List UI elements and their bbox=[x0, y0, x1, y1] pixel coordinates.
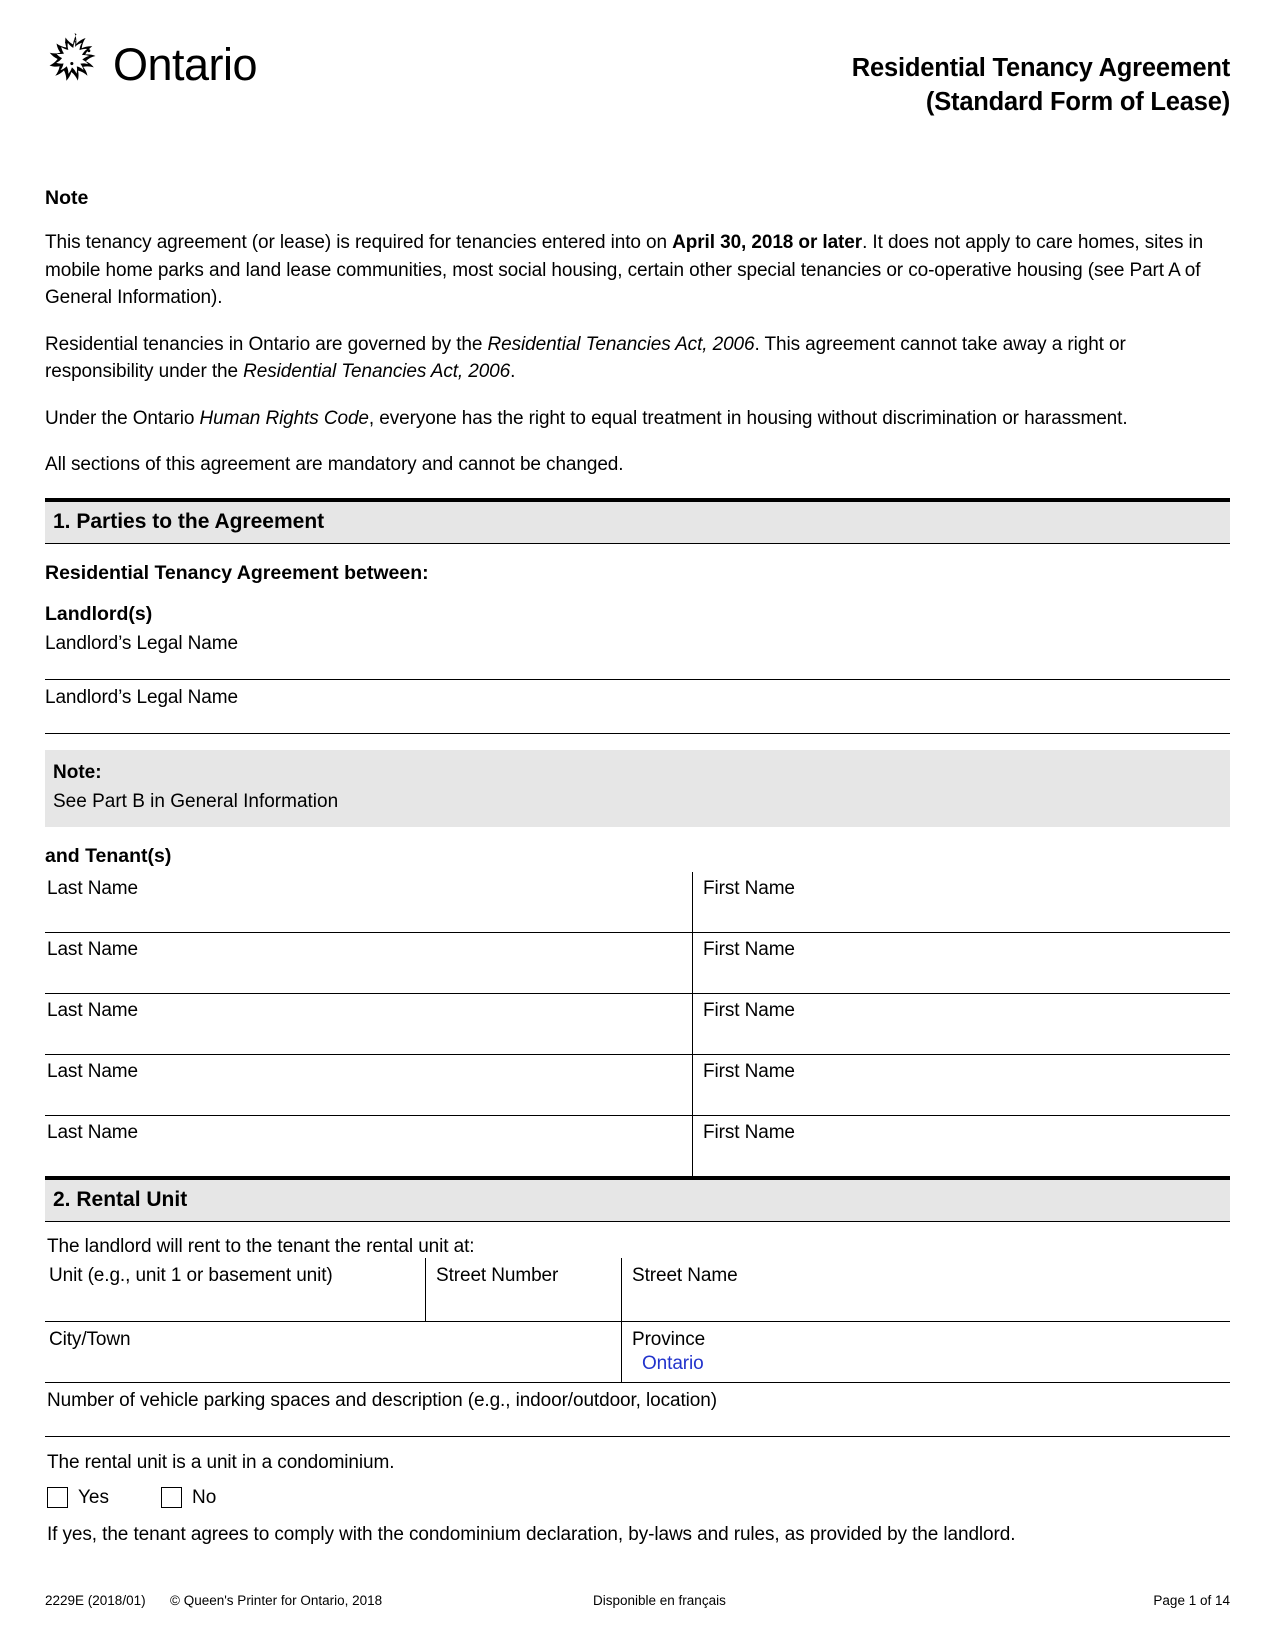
note-paragraph-3 bbox=[45, 405, 1230, 433]
agreement-between-label: Residential Tenancy Agreement between: bbox=[45, 561, 429, 584]
street-number-label: Street Number bbox=[436, 1264, 559, 1286]
condominium-checkbox-row bbox=[45, 1487, 1230, 1509]
tenant-last-name-cell-4[interactable] bbox=[45, 1054, 693, 1115]
page-header bbox=[45, 0, 1230, 115]
city-town-field[interactable] bbox=[45, 1321, 622, 1382]
street-name-field[interactable] bbox=[622, 1258, 1231, 1322]
note-p2-part-c: . bbox=[510, 361, 516, 383]
note-paragraph-4: All sections of this agreement are mandatory and cannot be changed. bbox=[45, 454, 624, 476]
note-p3-part-b: , everyone has the right to equal treatment in housing without discrimination or harassment. bbox=[368, 407, 1128, 429]
section-1-body bbox=[45, 562, 1230, 1176]
table-row[interactable] bbox=[45, 932, 1230, 993]
address-row-street bbox=[45, 1258, 1230, 1322]
province-field[interactable] bbox=[622, 1321, 1231, 1382]
note-p2-part-a: Residential tenancies in Ontario are governed by the bbox=[45, 333, 488, 355]
table-row[interactable] bbox=[45, 1054, 1230, 1115]
ontario-wordmark: Ontario bbox=[113, 38, 258, 90]
footer-form-code: 2229E (2018/01) bbox=[45, 1593, 146, 1608]
landlords-heading: Landlord(s) bbox=[45, 602, 153, 625]
tenant-last-name-cell-1[interactable] bbox=[45, 872, 693, 933]
note-p1-part-a: This tenancy agreement (or lease) is required for tenancies entered into on bbox=[45, 232, 673, 253]
tenant-last-name-cell-5[interactable] bbox=[45, 1115, 693, 1176]
landlord-legal-name-field-1[interactable] bbox=[45, 626, 1230, 680]
condominium-statement: The rental unit is a unit in a condominium. bbox=[47, 1451, 395, 1473]
landlord-legal-name-label-1: Landlord’s Legal Name bbox=[45, 632, 238, 654]
note-p3-human-rights-code: Human Rights Code bbox=[199, 407, 369, 429]
note-p1-part-b: . It does not apply to care homes, sites in mobile home parks and land lease communities, most social housing, certain other special tenancies or co-operative housing (see Part A of General Information). bbox=[45, 232, 1204, 309]
landlord-legal-name-field-2[interactable] bbox=[45, 680, 1230, 734]
footer-french-link[interactable]: Disponible en français bbox=[593, 1593, 726, 1608]
section-2-body bbox=[45, 1236, 1230, 1546]
tenant-last-name-label-4: Last Name bbox=[47, 1060, 138, 1082]
tenant-first-name-label-4: First Name bbox=[703, 1060, 795, 1082]
part-b-note-text: See Part B in General Information bbox=[53, 790, 339, 812]
unit-field[interactable] bbox=[45, 1258, 426, 1322]
parking-spaces-field[interactable] bbox=[45, 1383, 1230, 1437]
unit-label: Unit (e.g., unit 1 or basement unit) bbox=[49, 1264, 333, 1286]
street-name-label: Street Name bbox=[632, 1264, 738, 1286]
note-section bbox=[45, 187, 1230, 479]
note-p2-act-1: Residential Tenancies Act, 2006 bbox=[487, 333, 755, 355]
tenant-first-name-cell-3[interactable] bbox=[693, 993, 1231, 1054]
tenant-last-name-label-2: Last Name bbox=[47, 938, 138, 960]
tenant-first-name-label-1: First Name bbox=[703, 877, 795, 899]
document-title bbox=[852, 52, 1230, 120]
condominium-yes-checkbox[interactable] bbox=[47, 1487, 68, 1508]
ontario-logo bbox=[45, 30, 257, 92]
table-row[interactable] bbox=[45, 993, 1230, 1054]
note-paragraph-1 bbox=[45, 229, 1230, 312]
tenant-last-name-cell-2[interactable] bbox=[45, 932, 693, 993]
trillium-icon bbox=[45, 30, 107, 92]
page-footer bbox=[45, 1593, 1230, 1608]
part-b-note-title: Note: bbox=[53, 761, 102, 783]
condominium-no-checkbox[interactable] bbox=[161, 1487, 182, 1508]
note-p1-bold-date: April 30, 2018 or later bbox=[672, 232, 863, 253]
rental-unit-address-table bbox=[45, 1258, 1230, 1383]
note-heading: Note bbox=[45, 187, 89, 209]
tenant-first-name-cell-4[interactable] bbox=[693, 1054, 1231, 1115]
tenant-first-name-label-5: First Name bbox=[703, 1121, 795, 1143]
section-2-header: 2. Rental Unit bbox=[45, 1176, 1230, 1222]
condominium-no-label: No bbox=[192, 1486, 217, 1508]
note-p2-part-b: . This agreement cannot take away a right or responsibility under the bbox=[45, 333, 1126, 383]
document-title-line1: Residential Tenancy Agreement bbox=[851, 54, 1230, 82]
street-number-field[interactable] bbox=[426, 1258, 622, 1322]
table-row[interactable] bbox=[45, 872, 1230, 933]
tenant-last-name-label-1: Last Name bbox=[47, 877, 138, 899]
tenant-first-name-label-2: First Name bbox=[703, 938, 795, 960]
tenant-last-name-label-3: Last Name bbox=[47, 999, 138, 1021]
note-p2-act-2: Residential Tenancies Act, 2006 bbox=[243, 361, 511, 383]
tenant-first-name-label-3: First Name bbox=[703, 999, 795, 1021]
tenants-heading: and Tenant(s) bbox=[45, 844, 172, 867]
tenant-last-name-cell-3[interactable] bbox=[45, 993, 693, 1054]
part-b-note-box bbox=[45, 750, 1230, 827]
tenant-name-table bbox=[45, 872, 1230, 1176]
rental-unit-intro: The landlord will rent to the tenant the rental unit at: bbox=[47, 1235, 475, 1257]
province-label: Province bbox=[632, 1328, 706, 1350]
tenant-last-name-label-5: Last Name bbox=[47, 1121, 138, 1143]
city-town-label: City/Town bbox=[49, 1328, 131, 1350]
condominium-followup-text: If yes, the tenant agrees to comply with the condominium declaration, by-laws and rules, as provided by the landlord. bbox=[47, 1523, 1016, 1545]
tenant-first-name-cell-5[interactable] bbox=[693, 1115, 1231, 1176]
section-1-header: 1. Parties to the Agreement bbox=[45, 498, 1230, 544]
condominium-yes-label: Yes bbox=[78, 1486, 109, 1508]
footer-copyright: © Queen's Printer for Ontario, 2018 bbox=[170, 1593, 383, 1608]
note-paragraph-2 bbox=[45, 331, 1230, 386]
note-p3-part-a: Under the Ontario bbox=[45, 407, 200, 429]
document-title-line2: (Standard Form of Lease) bbox=[925, 87, 1230, 116]
tenant-first-name-cell-1[interactable] bbox=[693, 872, 1231, 933]
table-row[interactable] bbox=[45, 1115, 1230, 1176]
parking-spaces-label: Number of vehicle parking spaces and description (e.g., indoor/outdoor, location) bbox=[47, 1389, 717, 1411]
footer-page-number: Page 1 of 14 bbox=[1153, 1593, 1230, 1608]
province-value: Ontario bbox=[642, 1352, 704, 1374]
landlord-legal-name-label-2: Landlord’s Legal Name bbox=[45, 686, 238, 708]
address-row-city bbox=[45, 1321, 1230, 1382]
tenant-first-name-cell-2[interactable] bbox=[693, 932, 1231, 993]
